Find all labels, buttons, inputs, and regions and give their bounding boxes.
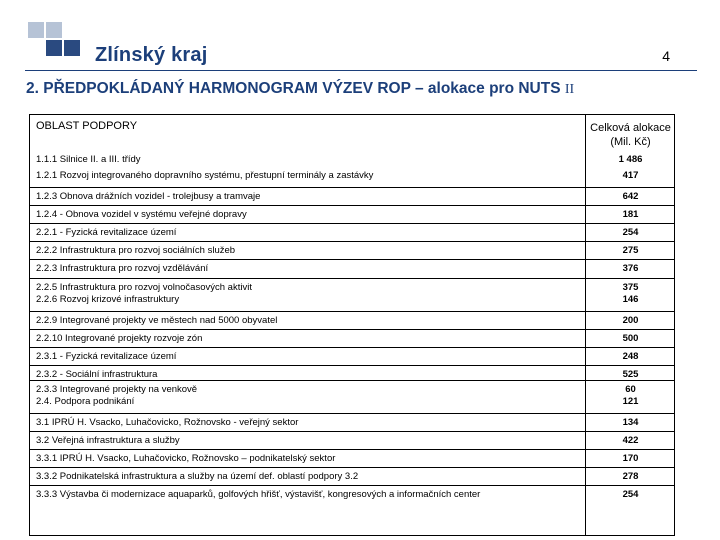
row-area-name: 2.3.2 - Sociální infrastruktura [36, 369, 158, 380]
column-header-allocation-line1: Celková alokace [590, 122, 671, 134]
row-allocation-value: 275 [622, 245, 639, 256]
page-title [26, 80, 574, 98]
table-row [30, 365, 674, 380]
row-allocation-value: 170 [622, 453, 639, 464]
table-row [30, 449, 674, 464]
table-row [30, 311, 674, 326]
row-area-name: 2.3.3 Integrované projekty na venkově [36, 384, 198, 395]
row-allocation-value: 642 [622, 191, 639, 202]
allocation-table [29, 114, 675, 536]
table-row [30, 278, 674, 293]
table-row [30, 329, 674, 344]
row-allocation-value: 146 [622, 294, 639, 305]
column-header-area: OBLAST PODPORY [36, 120, 138, 132]
column-header-allocation [586, 121, 675, 149]
table-row [30, 347, 674, 362]
row-area-name: 2.4. Podpora podnikání [36, 396, 135, 407]
row-area-name: 3.3.2 Podnikatelská infrastruktura a služby na území def. oblastí podpory 3.2 [36, 471, 359, 482]
row-area-name: 3.1 IPRÚ H. Vsacko, Luhačovicko, Rožnovsko - veřejný sektor [36, 417, 299, 428]
table-row [30, 187, 674, 202]
row-area-name: 1.2.3 Obnova drážních vozidel - trolejbusy a tramvaje [36, 191, 261, 202]
logo-text: Zlínský kraj [95, 44, 208, 66]
row-allocation-value: 417 [622, 170, 639, 181]
row-area-name: 1.2.1 Rozvoj integrovaného dopravního systému, přestupní terminály a zastávky [36, 170, 374, 181]
row-allocation-value: 254 [622, 227, 639, 238]
logo-square [46, 40, 62, 56]
row-area-name: 2.2.5 Infrastruktura pro rozvoj volnočasových aktivit [36, 282, 252, 293]
logo-square [46, 22, 62, 38]
title-suffix: II [564, 82, 575, 97]
table-row [30, 485, 674, 500]
table-row [30, 413, 674, 428]
table-row [30, 259, 674, 274]
row-allocation-value: 121 [622, 396, 639, 407]
table-row [30, 205, 674, 220]
logo-square [28, 22, 44, 38]
row-area-name: 2.2.1 - Fyzická revitalizace území [36, 227, 177, 238]
column-header-allocation-line2: (Mil. Kč) [610, 136, 651, 148]
page-number: 4 [662, 48, 670, 64]
row-area-name: 2.2.2 Infrastruktura pro rozvoj sociálních služeb [36, 245, 236, 256]
row-allocation-value: 181 [622, 209, 639, 220]
row-area-name: 1.2.4 - Obnova vozidel v systému veřejné dopravy [36, 209, 247, 220]
row-allocation-value: 525 [622, 369, 639, 380]
row-area-name: 3.3.1 IPRÚ H. Vsacko, Luhačovicko, Rožnovsko – podnikatelský sektor [36, 453, 336, 464]
logo-square [64, 40, 80, 56]
table-row [30, 241, 674, 256]
row-area-name: 3.3.3 Výstavba či modernizace aquaparků, golfových hřišť, výstavišť, kongresových a informačních center [36, 489, 481, 500]
row-area-name: 2.2.9 Integrované projekty ve městech nad 5000 obyvatel [36, 315, 278, 326]
row-area-name: 2.2.10 Integrované projekty rozvoje zón [36, 333, 203, 344]
title-divider [25, 70, 697, 71]
table-row [30, 223, 674, 238]
row-allocation-value: 200 [622, 315, 639, 326]
row-allocation-value: 500 [622, 333, 639, 344]
table-row [30, 431, 674, 446]
row-allocation-value: 422 [622, 435, 639, 446]
row-area-name: 2.2.6 Rozvoj krizové infrastruktury [36, 294, 180, 305]
row-allocation-value: 376 [622, 263, 639, 274]
row-allocation-value: 60 [625, 384, 636, 395]
row-allocation-value: 375 [622, 282, 639, 293]
page-title-text: 2. PŘEDPOKLÁDANÝ HARMONOGRAM VÝZEV ROP – alokace pro NUTS [26, 80, 561, 97]
row-allocation-value: 248 [622, 351, 639, 362]
row-allocation-value: 278 [622, 471, 639, 482]
row-area-name: 3.2 Veřejná infrastruktura a služby [36, 435, 180, 446]
row-area-name: 1.1.1 Silnice II. a III. třídy [36, 154, 141, 165]
row-allocation-value: 134 [622, 417, 639, 428]
row-area-name: 2.2.3 Infrastruktura pro rozvoj vzdělávání [36, 263, 209, 274]
row-allocation-value: 254 [622, 489, 639, 500]
table-row [30, 380, 674, 395]
row-allocation-value: 1 486 [618, 154, 643, 165]
table-row [30, 467, 674, 482]
row-area-name: 2.3.1 - Fyzická revitalizace území [36, 351, 177, 362]
